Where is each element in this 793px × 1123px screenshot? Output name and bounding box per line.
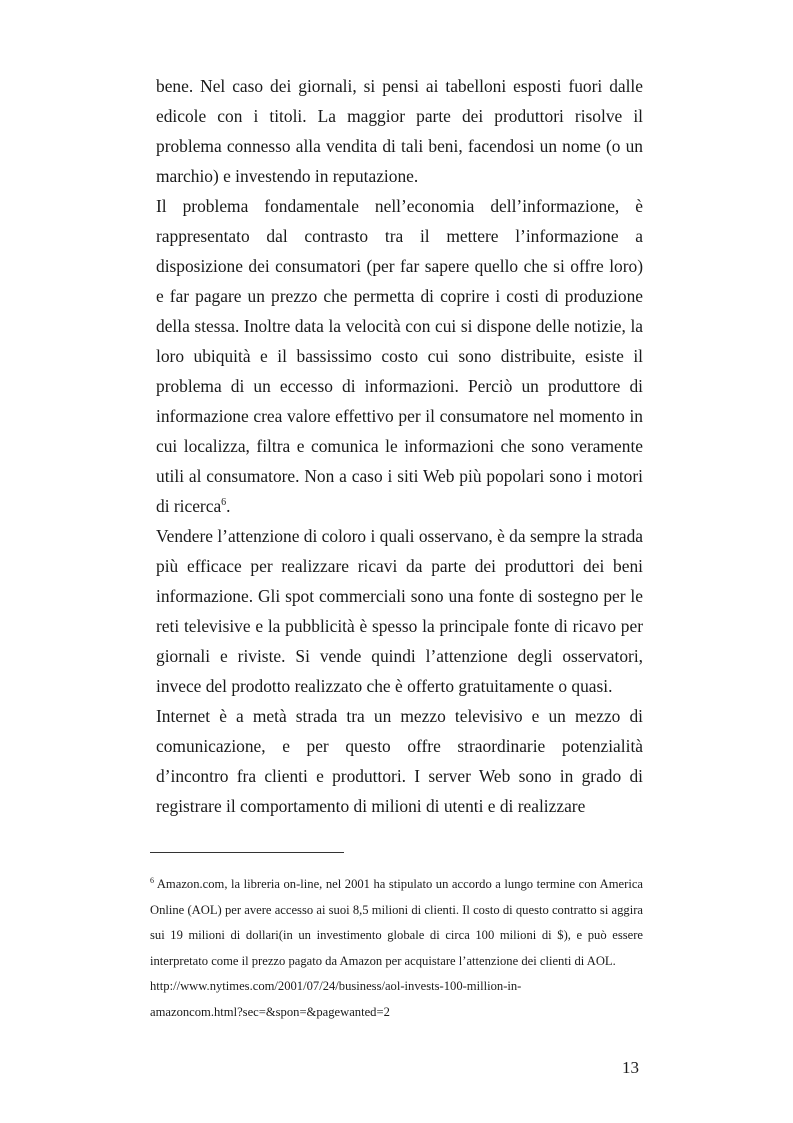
footnote-6 <box>150 872 643 974</box>
footnote-number: 6 <box>150 875 154 885</box>
paragraph-3: Vendere l’attenzione di coloro i quali osservano, è da sempre la strada più efficace per realizzare ricavi da parte dei produttori dei beni informazione. Gli spot commerciali sono una fonte di sostegno per le reti televisive e la pubblicità è spesso la principale fonte di ricavo per giornali e riviste. Si vende quindi l’attenzione degli osservatori, invece del prodotto realizzato che è offerto gratuitamente o quasi. <box>156 526 643 696</box>
paragraph-2-end: . <box>226 496 231 516</box>
footnote-separator <box>150 852 344 853</box>
paragraph-2 <box>156 191 643 521</box>
footnotes <box>150 872 643 1025</box>
footnote-url-line-1[interactable]: http://www.nytimes.com/2001/07/24/business/aol-invests-100-million-in- <box>150 979 522 993</box>
footnote-reference[interactable]: 6 <box>221 497 227 509</box>
paragraph-4: Internet è a metà strada tra un mezzo televisivo e un mezzo di comunicazione, e per questo offre straordinarie potenzialità d’incontro fra clienti e produttori. I server Web sono in grado di registrare il comportamento di milioni di utenti e di realizzare <box>156 706 643 816</box>
footnote-url-line-2[interactable]: amazoncom.html?sec=&spon=&pagewanted=2 <box>150 1004 390 1019</box>
paragraph-2-text: Il problema fondamentale nell’economia dell’informazione, è rappresentato dal contrasto tra il mettere l’informazione a disposizione dei consumatori (per far sapere quello che si offre loro) e far pagare un prezzo che permetta di coprire i costi di produzione della stessa. Inoltre data la velocità con cui si dispone delle notizie, la loro ubiquità e il bassissimo costo cui sono distribuite, esiste il problema di un eccesso di informazioni. Perciò un produttore di informazione crea valore effettivo per il consumatore nel momento in cui localizza, filtra e comunica le informazioni che sono veramente utili al consumatore. Non a caso i siti Web più popolari sono i motori di ricerca <box>156 196 643 516</box>
footnote-text: Amazon.com, la libreria on-line, nel 2001 ha stipulato un accordo a lungo termine con America Online (AOL) per avere accesso ai suoi 8,5 milioni di clienti. Il costo di questo contratto si aggira sui 19 milioni di dollari(in un investimento globale di circa 100 milioni di $), e può essere interpretato come il prezzo pagato da Amazon per acquistare l’attenzione dei clienti di AOL. <box>150 877 643 968</box>
paragraph-1: bene. Nel caso dei giornali, si pensi ai tabelloni esposti fuori dalle edicole con i titoli. La maggior parte dei produttori risolve il problema connesso alla vendita di tali beni, facendosi un nome (o un marchio) e investendo in reputazione. <box>156 76 643 186</box>
footnote-url[interactable] <box>150 974 643 1025</box>
body-text <box>156 71 643 821</box>
page-number: 13 <box>622 1058 639 1077</box>
